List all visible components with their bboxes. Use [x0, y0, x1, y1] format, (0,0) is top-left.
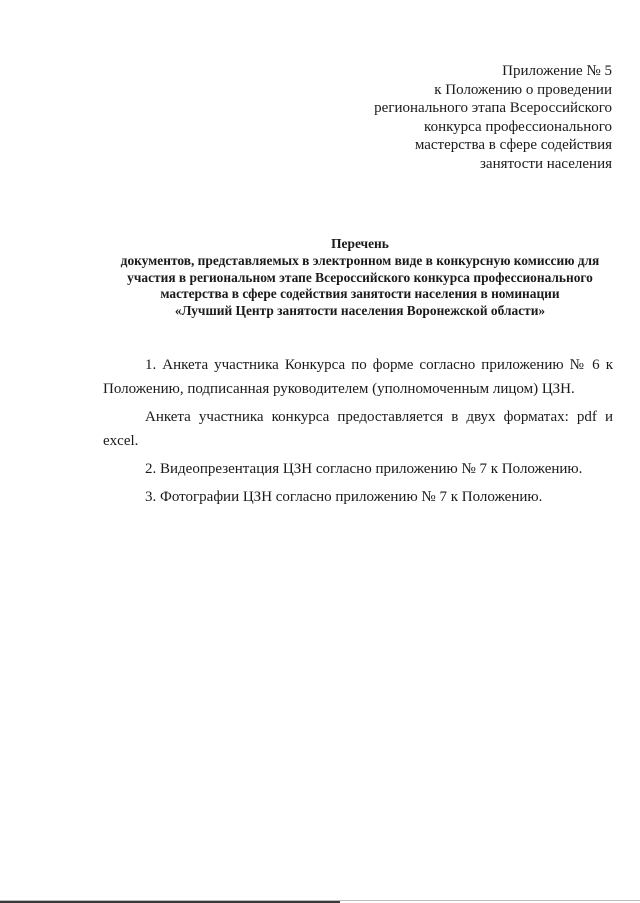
appendix-line: к Положению о проведении: [434, 81, 612, 98]
document-heading: [96, 236, 624, 320]
heading-title: Перечень: [331, 236, 389, 251]
list-item-1-note: Анкета участника конкурса предоставляется в двух форматах: pdf и excel.: [103, 409, 613, 449]
appendix-line: регионального этапа Всероссийского: [374, 100, 612, 117]
appendix-line: Приложение № 5: [502, 63, 612, 79]
appendix-line: занятости населения: [479, 155, 612, 172]
heading-line: мастерства в сфере содействия занятости населения в номинации: [160, 286, 560, 302]
heading-line: участия в региональном этапе Всероссийского конкурса профессионального: [127, 269, 593, 285]
list-item-2: 2. Видеопрезентация ЦЗН согласно приложению № 7 к Положению.: [145, 461, 583, 477]
appendix-line: мастерства в сфере содействия: [414, 137, 612, 154]
list-item-3: 3. Фотографии ЦЗН согласно приложению № 7 к Положению.: [145, 489, 543, 505]
heading-line: документов, представляемых в электронном виде в конкурсную комиссию для: [120, 252, 600, 268]
heading-line: «Лучший Центр занятости населения Воронежской области»: [174, 303, 546, 319]
document-body: [103, 353, 613, 513]
appendix-reference: [374, 62, 612, 174]
list-item-1: 1. Анкета участника Конкурса по форме согласно приложению № 6 к Положению, подписанная руководителем (уполномоченным лицом) ЦЗН.: [103, 357, 613, 397]
appendix-line: конкурса профессионального: [424, 118, 612, 135]
